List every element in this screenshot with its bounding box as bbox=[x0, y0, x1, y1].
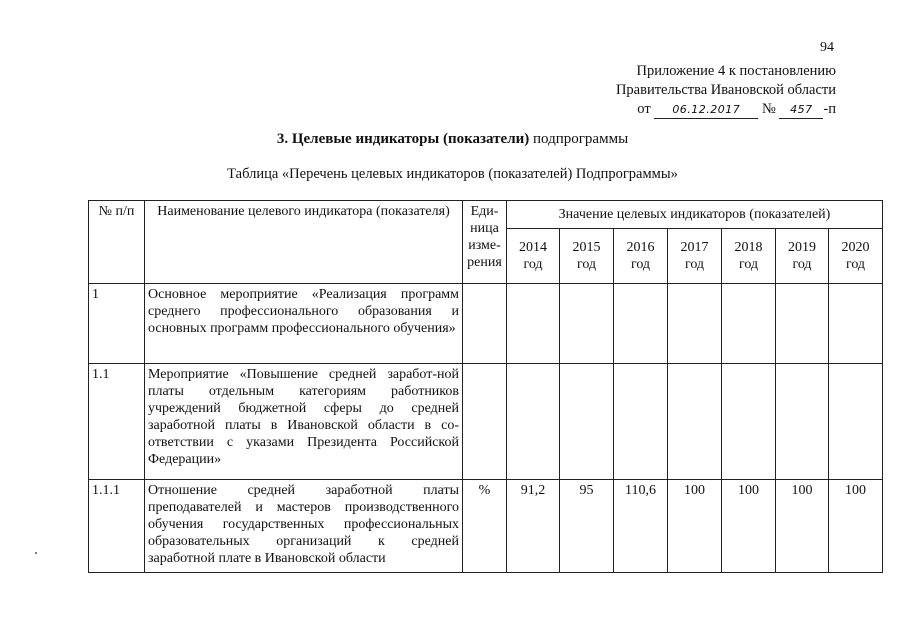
header-appendix-line: Приложение 4 к постановлению bbox=[636, 63, 836, 79]
row-indicator-name: Отношение средней заработной платы преподавателей и мастеров производственного обучения государственных профессиональных образовательных организаций к средней заработной плате в Ивановской области bbox=[145, 480, 463, 573]
year-header: 2014 год bbox=[507, 229, 560, 284]
section-title-bold: 3. Целевые индикаторы (показатели) bbox=[276, 131, 530, 147]
row-value bbox=[722, 284, 776, 364]
section-title-rest: подпрограммы bbox=[529, 131, 629, 147]
scan-speck bbox=[35, 552, 37, 554]
section-title bbox=[0, 131, 905, 148]
header-number: № п/п bbox=[89, 201, 145, 284]
header-date-number-line bbox=[637, 100, 836, 119]
row-number: 1.1.1 bbox=[89, 480, 145, 573]
date-handwritten: 06.12.2017 bbox=[654, 102, 758, 119]
year-header: 2020 год bbox=[829, 229, 883, 284]
year-header: 2016 год bbox=[614, 229, 668, 284]
row-value bbox=[614, 284, 668, 364]
row-unit: % bbox=[463, 480, 507, 573]
row-value: 110,6 bbox=[614, 480, 668, 573]
row-value bbox=[722, 364, 776, 480]
row-unit bbox=[463, 284, 507, 364]
row-value bbox=[614, 364, 668, 480]
row-value bbox=[507, 364, 560, 480]
row-value bbox=[776, 364, 829, 480]
row-value bbox=[560, 364, 614, 480]
header-unit: Еди-ница изме-рения bbox=[463, 201, 507, 284]
row-value: 100 bbox=[829, 480, 883, 573]
row-value: 95 bbox=[560, 480, 614, 573]
row-value bbox=[507, 284, 560, 364]
row-value bbox=[668, 364, 722, 480]
year-header: 2019 год bbox=[776, 229, 829, 284]
row-value bbox=[560, 284, 614, 364]
table-title: Таблица «Перечень целевых индикаторов (показателей) Подпрограммы» bbox=[227, 166, 678, 182]
header-indicator-name: Наименование целевого индикатора (показателя) bbox=[145, 201, 463, 284]
table-row bbox=[89, 284, 883, 364]
table-row bbox=[89, 480, 883, 573]
year-header: 2017 год bbox=[668, 229, 722, 284]
row-value bbox=[829, 364, 883, 480]
row-indicator-name: Основное мероприятие «Реализация программ среднего профессионального образования и основных программ профессионального обучения» bbox=[145, 284, 463, 364]
page-number: 94 bbox=[820, 40, 834, 55]
row-value: 100 bbox=[668, 480, 722, 573]
row-value: 100 bbox=[722, 480, 776, 573]
indicators-table bbox=[88, 200, 883, 573]
number-label: № bbox=[761, 101, 776, 117]
row-unit bbox=[463, 364, 507, 480]
from-label: от bbox=[637, 101, 651, 117]
row-number: 1 bbox=[89, 284, 145, 364]
row-value bbox=[776, 284, 829, 364]
header-government-line: Правительства Ивановской области bbox=[615, 82, 836, 98]
table-row bbox=[89, 364, 883, 480]
row-indicator-name: Мероприятие «Повышение средней заработ-ной платы отдельным категориям работников учреждений бюджетной сферы до средней заработной платы в Ивановской области в со-ответствии с указами Президента Российской Федерации» bbox=[145, 364, 463, 480]
number-suffix: -п bbox=[823, 101, 836, 117]
number-handwritten: 457 bbox=[779, 102, 823, 119]
row-value bbox=[668, 284, 722, 364]
row-value: 100 bbox=[776, 480, 829, 573]
year-header: 2015 год bbox=[560, 229, 614, 284]
row-value bbox=[829, 284, 883, 364]
row-number: 1.1 bbox=[89, 364, 145, 480]
header-values: Значение целевых индикаторов (показателей) bbox=[507, 201, 883, 229]
year-header: 2018 год bbox=[722, 229, 776, 284]
row-value: 91,2 bbox=[507, 480, 560, 573]
